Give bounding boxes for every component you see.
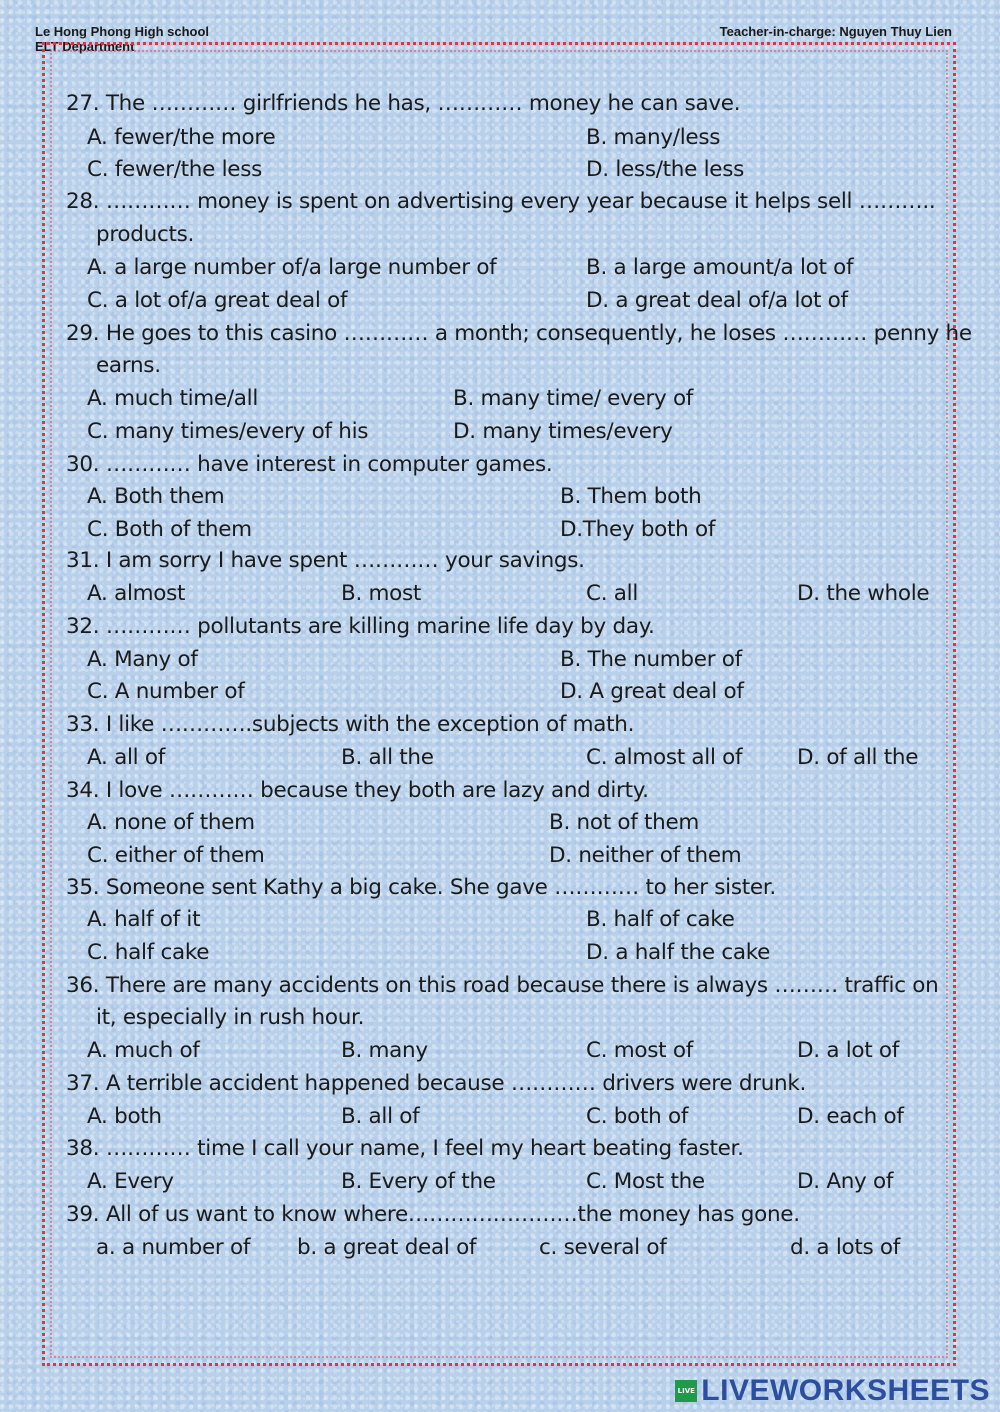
answer-option: A. Every (87, 1169, 174, 1194)
answer-option: B. Every of the (341, 1169, 496, 1194)
answer-option: B. most (341, 581, 422, 606)
answer-option: d. a lots of (790, 1235, 901, 1260)
answer-option: C. many times/every of his (87, 419, 369, 444)
answer-option: c. several of (539, 1235, 667, 1260)
question-stem: 31. I am sorry I have spent ………… your savings. (66, 548, 585, 573)
answer-option: A. fewer/the more (87, 125, 276, 150)
answer-option: A. much of (87, 1038, 200, 1063)
question-stem: 37. A terrible accident happened because ………… drivers were drunk. (66, 1071, 807, 1096)
answer-option: a. a number of (96, 1235, 251, 1260)
answer-option: A. Many of (87, 647, 198, 672)
answer-option: B. Them both (560, 484, 702, 509)
answer-option: D. A great deal of (560, 679, 744, 704)
answer-option: C. both of (586, 1104, 689, 1129)
answer-option: D. less/the less (586, 157, 744, 182)
answer-option: A. all of (87, 745, 165, 770)
question-stem: 34. I love ………… because they both are lazy and dirty. (66, 778, 649, 803)
answer-option: C. Most the (586, 1169, 705, 1194)
answer-option: B. all the (341, 745, 434, 770)
answer-option: A. a large number of/a large number of (87, 255, 497, 280)
answer-option: C. fewer/the less (87, 157, 262, 182)
answer-option: D. a half the cake (586, 940, 771, 965)
question-stem: 33. I like ………….subjects with the exception of math. (66, 712, 635, 737)
answer-option: A. almost (87, 581, 186, 606)
answer-option: C. either of them (87, 843, 265, 868)
answer-option: B. The number of (560, 647, 742, 672)
answer-option: B. half of cake (586, 907, 735, 932)
question-stem-continuation: it, especially in rush hour. (96, 1005, 365, 1030)
answer-option: A. half of it (87, 907, 201, 932)
question-stem: 35. Someone sent Kathy a big cake. She gave ………… to her sister. (66, 875, 776, 900)
answer-option: B. many/less (586, 125, 721, 150)
answer-option: D. a lot of (797, 1038, 900, 1063)
question-stem: 30. ………… have interest in computer games. (66, 452, 553, 477)
answer-option: D. of all the (797, 745, 919, 770)
question-stem: 38. ………… time I call your name, I feel my heart beating faster. (66, 1136, 744, 1161)
answer-option: C. almost all of (586, 745, 743, 770)
teacher-name: Teacher-in-charge: Nguyen Thuy Lien (719, 24, 952, 39)
logo-badge-icon: LIVE (675, 1380, 697, 1402)
logo-text: LIVEWORKSHEETS (701, 1374, 990, 1407)
question-stem: 39. All of us want to know where……………………the money has gone. (66, 1202, 800, 1227)
answer-option: D. neither of them (549, 843, 742, 868)
answer-option: D. a great deal of/a lot of (586, 288, 848, 313)
answer-option: D.They both of (560, 517, 716, 542)
answer-option: A. both (87, 1104, 162, 1129)
footer-logo (675, 1374, 990, 1408)
answer-option: B. many time/ every of (453, 386, 694, 411)
answer-option: D. the whole (797, 581, 930, 606)
question-stem: 29. He goes to this casino ………… a month; consequently, he loses ………… penny he (66, 321, 972, 346)
answer-option: A. Both them (87, 484, 225, 509)
answer-option: D. Any of (797, 1169, 894, 1194)
answer-option: B. not of them (549, 810, 700, 835)
question-stem-continuation: products. (96, 222, 195, 247)
answer-option: D. many times/every (453, 419, 673, 444)
answer-option: C. all (586, 581, 639, 606)
question-stem: 27. The ………… girlfriends he has, ………… money he can save. (66, 91, 741, 116)
answer-option: C. a lot of/a great deal of (87, 288, 348, 313)
answer-option: C. half cake (87, 940, 210, 965)
answer-option: A. none of them (87, 810, 255, 835)
answer-option: A. much time/all (87, 386, 258, 411)
department-name: ELT Department (35, 39, 135, 54)
question-stem-continuation: earns. (96, 353, 161, 378)
school-name: Le Hong Phong High school (35, 24, 210, 39)
answer-option: D. each of (797, 1104, 904, 1129)
answer-option: C. A number of (87, 679, 245, 704)
question-stem: 36. There are many accidents on this road because there is always ……… traffic on (66, 973, 939, 998)
question-stem: 28. ………… money is spent on advertising every year because it helps sell ……….. (66, 189, 936, 214)
answer-option: B. all of (341, 1104, 420, 1129)
answer-option: C. most of (586, 1038, 693, 1063)
question-stem: 32. ………… pollutants are killing marine life day by day. (66, 614, 655, 639)
answer-option: b. a great deal of (297, 1235, 477, 1260)
answer-option: B. a large amount/a lot of (586, 255, 854, 280)
answer-option: C. Both of them (87, 517, 252, 542)
answer-option: B. many (341, 1038, 428, 1063)
